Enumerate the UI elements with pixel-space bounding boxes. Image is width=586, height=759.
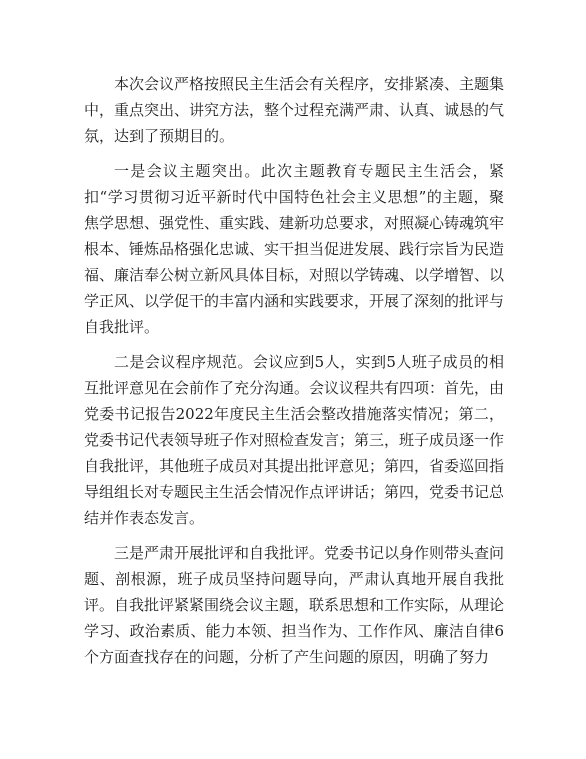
paragraph-procedure: 二是会议程序规范。会议应到5人，实到5人班子成员的相互批评意见在会前作了充分沟通。会议议程共有四项：首先，由党委书记报告2022年度民主生活会整改措施落实情况；第二，党委书记代表领导班子作对照检查发言；第三，班子成员逐一作自我批评，其他班子成员对其提出批评意见；第四，省委巡回指导组组长对专题民主生活会情况作点评讲话；第四，党委书记总结并作表态发言。 xyxy=(84,353,505,527)
paragraph-criticism: 三是严肃开展批评和自我批评。党委书记以身作则带头查问题、剖根源，班子成员坚持问题导向，严肃认真地开展自我批评。自我批评紧紧围绕会议主题，联系思想和工作实际，从理论学习、政治素质、能力本领、担当作为、工作作风、廉洁自律6个方面查找存在的问题，分析了产生问题的原因，明确了努力 xyxy=(84,544,505,666)
document-body xyxy=(84,71,504,679)
paragraph-intro: 本次会议严格按照民主生活会有关程序，安排紧凑、主题集中，重点突出、讲究方法，整个过程充满严肃、认真、诚恳的气氛，达到了预期目的。 xyxy=(84,75,505,145)
paragraph-theme: 一是会议主题突出。此次主题教育专题民主生活会，紧扣“学习贯彻习近平新时代中国特色社会主义思想”的主题，聚焦学思想、强党性、重实践、建新功总要求，对照凝心铸魂筑牢根本、锤炼品格强化忠诚、实干担当促进发展、践行宗旨为民造福、廉洁奉公树立新风具体目标，对照以学铸魂、以学增智、以学正风、以学促干的丰富内涵和实践要求，开展了深刻的批评与自我批评。 xyxy=(84,162,505,336)
